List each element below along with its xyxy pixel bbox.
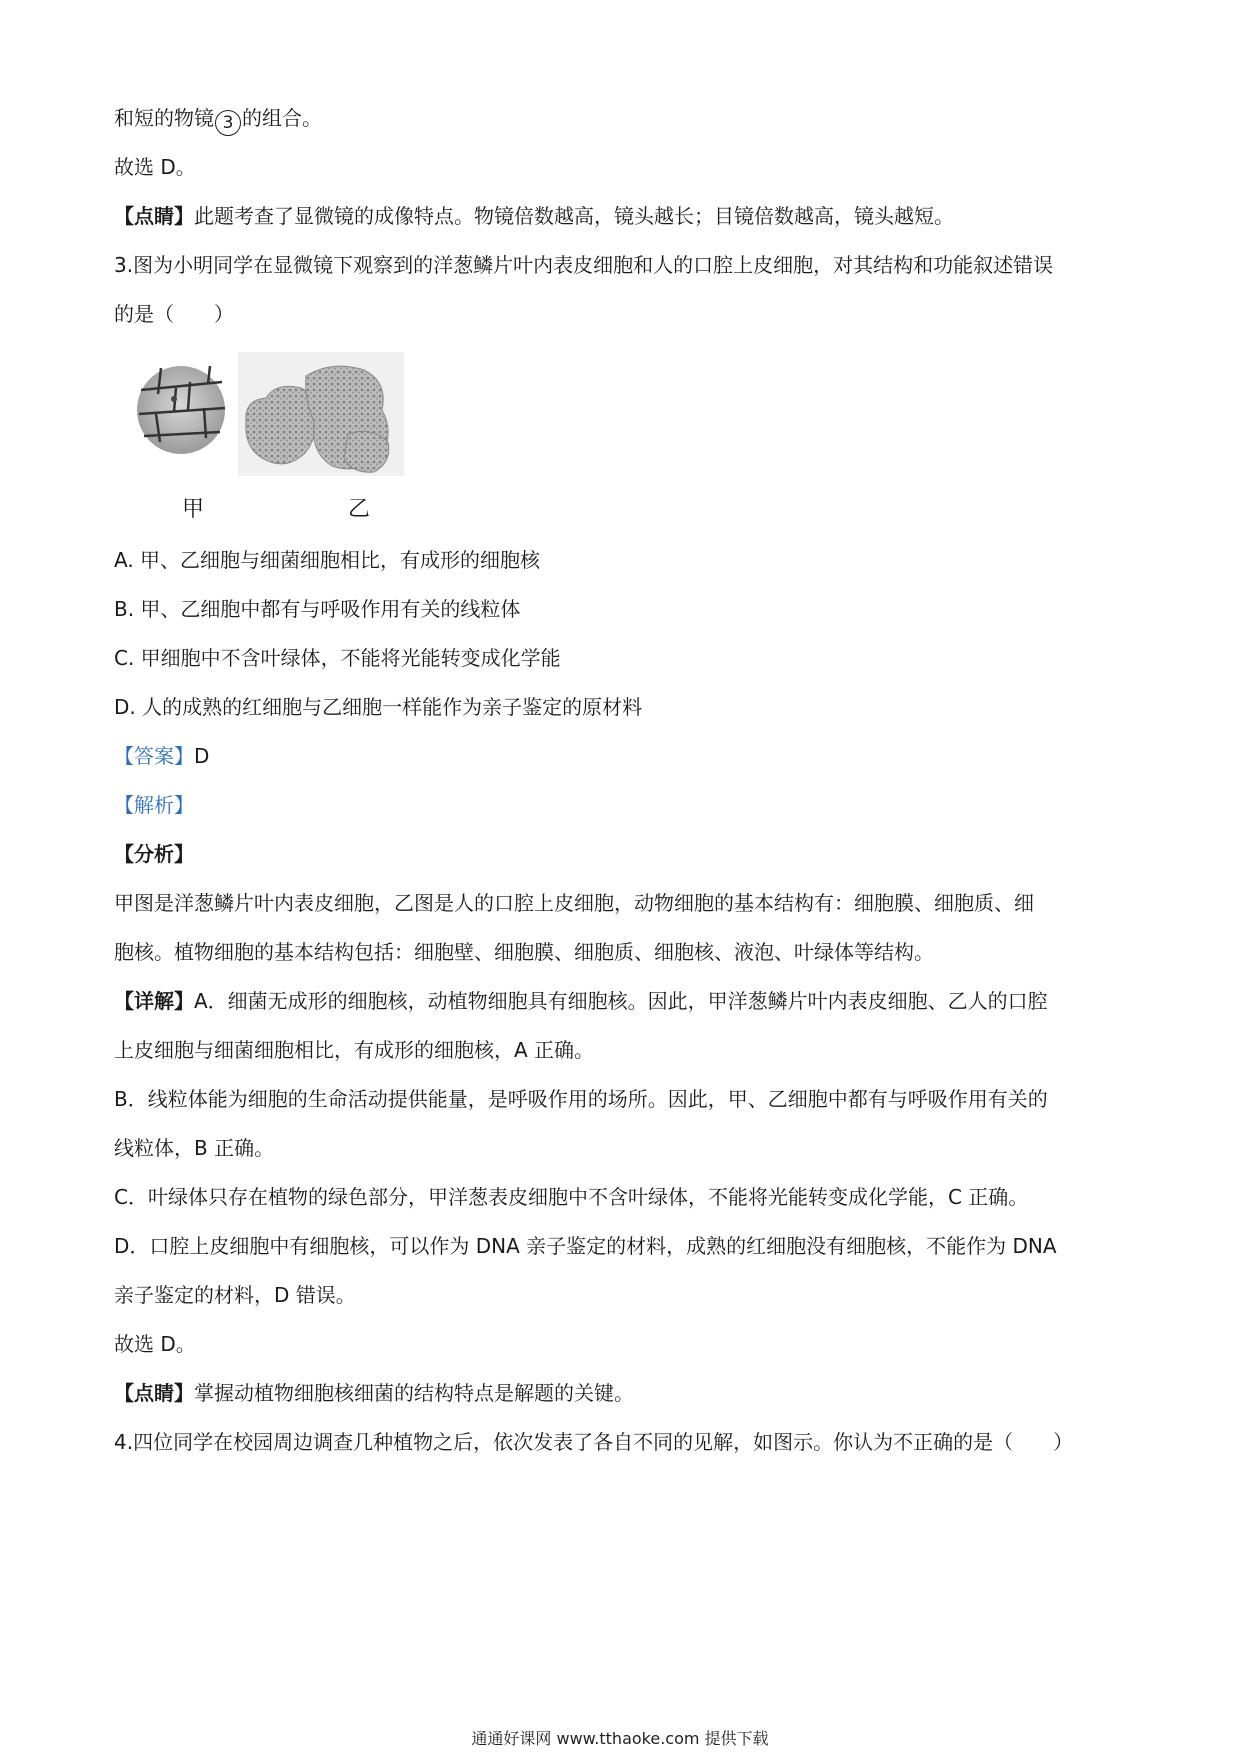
answer-line — [114, 742, 209, 770]
dianjing-tag: 【点睛】 — [114, 1381, 194, 1405]
dianjing-line: 【点睛】掌握动植物细胞核细菌的结构特点是解题的关键。 — [114, 1381, 634, 1405]
fenxi-text: 甲图是洋葱鳞片叶内表皮细胞，乙图是人的口腔上皮细胞，动物细胞的基本结构有：细胞膜、细胞质、细 — [114, 891, 1034, 915]
circled-number: 3 — [215, 110, 241, 136]
detail-tag: 【详解】 — [114, 989, 194, 1013]
question-3-stem-end: 的是（ ） — [114, 302, 234, 326]
detail-text: 亲子鉴定的材料，D 错误。 — [114, 1283, 356, 1307]
detail-text: 线粒体，B 正确。 — [114, 1136, 275, 1160]
option-a: A. 甲、乙细胞与细菌细胞相比，有成形的细胞核 — [114, 548, 541, 572]
detail-c: C．叶绿体只存在植物的绿色部分，甲洋葱表皮细胞中不含叶绿体，不能将光能转变成化学能，C 正确。 — [114, 1185, 1029, 1209]
footer-watermark: 通通好课网 www.tthaoke.com 提供下载 — [471, 1729, 769, 1748]
text-line: 和短的物镜 3 的组合。 — [114, 104, 322, 136]
option-b: B. 甲、乙细胞中都有与呼吸作用有关的线粒体 — [114, 597, 521, 621]
figure-label-right: 乙 — [348, 497, 371, 522]
answer-value: D — [194, 744, 210, 768]
analysis-tag: 【解析】 — [114, 793, 194, 817]
onion-cell-image — [137, 366, 225, 454]
cell-figure — [126, 352, 466, 490]
detail-text: 上皮细胞与细菌细胞相比，有成形的细胞核，A 正确。 — [114, 1038, 595, 1062]
cheek-cell-image — [238, 352, 404, 476]
fenxi-text: 胞核。植物细胞的基本结构包括：细胞壁、细胞膜、细胞质、细胞核、液泡、叶绿体等结构。 — [114, 940, 934, 964]
fenxi-tag: 【分析】 — [114, 842, 194, 866]
conclusion: 故选 D。 — [114, 1332, 196, 1356]
dianjing-tag: 【点睛】 — [114, 204, 194, 228]
text-line: 故选 D。 — [114, 155, 196, 179]
detail-a: 【详解】A．细菌无成形的细胞核，动植物细胞具有细胞核。因此，甲洋葱鳞片叶内表皮细胞、乙人的口腔 — [114, 989, 1048, 1013]
question-4-stem: 4.四位同学在校园周边调查几种植物之后，依次发表了各自不同的见解，如图示。你认为不正确的是（ ） — [114, 1430, 1074, 1454]
option-c: C. 甲细胞中不含叶绿体，不能将光能转变成化学能 — [114, 646, 561, 670]
detail-d: D．口腔上皮细胞中有细胞核，可以作为 DNA 亲子鉴定的材料，成熟的红细胞没有细胞核，不能作为 DNA — [114, 1234, 1057, 1258]
figure-label-left: 甲 — [182, 497, 205, 522]
answer-tag: 【答案】 — [114, 744, 194, 768]
question-3-stem: 3.图为小明同学在显微镜下观察到的洋葱鳞片叶内表皮细胞和人的口腔上皮细胞，对其结构和功能叙述错误 — [114, 253, 1054, 277]
detail-b: B．线粒体能为细胞的生命活动提供能量，是呼吸作用的场所。因此，甲、乙细胞中都有与呼吸作用有关的 — [114, 1087, 1048, 1111]
option-d: D. 人的成熟的红细胞与乙细胞一样能作为亲子鉴定的原材料 — [114, 695, 643, 719]
text-line: 【点睛】此题考查了显微镜的成像特点。物镜倍数越高，镜头越长；目镜倍数越高，镜头越短。 — [114, 204, 954, 228]
